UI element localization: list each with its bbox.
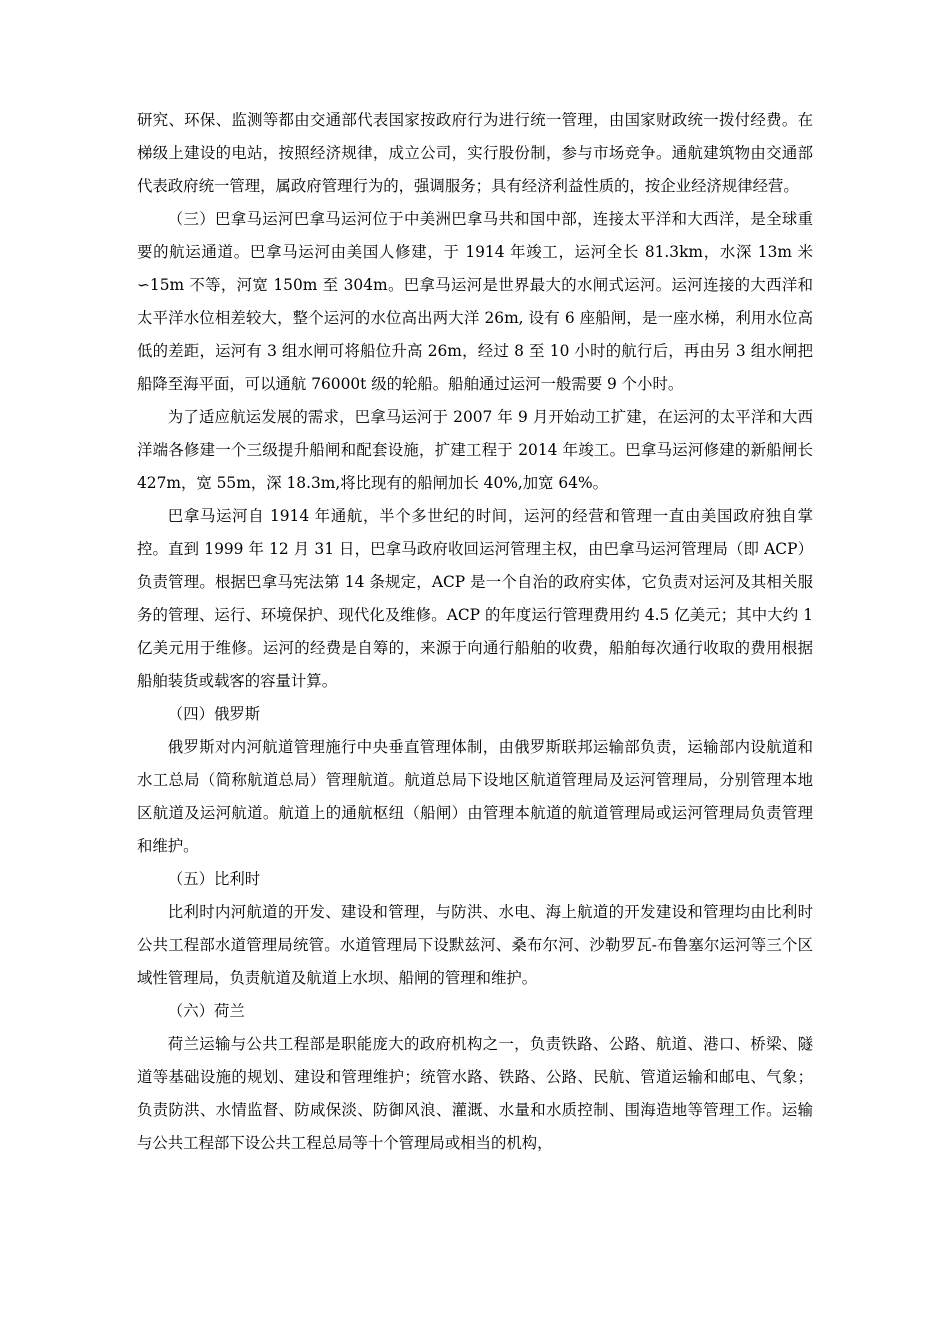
paragraph-panama-canal-intro: （三）巴拿马运河巴拿马运河位于中美洲巴拿马共和国中部，连接太平洋和大西洋，是全球重要的航运通道。巴拿马运河由美国人修建，于 1914 年竣工，运河全长 81.3km，水深 13m 米∽15m 不等，河宽 150m 至 304m。巴拿马运河是世界最大的水闸式运河。运河连接的大西洋和太平洋水位相差较大，整个运河的水位高出两大洋 26m, 设有 6 座船闸，是一座水梯，利用水位高低的差距，运河有 3 组水闸可将船位升高 26m，经过 8 至 10 小时的航行后，再由另 3 组水闸把船降至海平面，可以通航 76000t 级的轮船。船舶通过运河一般需要 9 个小时。 <box>137 210 813 393</box>
paragraph-belgium: 比利时内河航道的开发、建设和管理，与防洪、水电、海上航道的开发建设和管理均由比利时公共工程部水道管理局统管。水道管理局下设默兹河、桑布尔河、沙勒罗瓦-布鲁塞尔运河等三个区域性管理局，负责航道及航道上水坝、船闸的管理和维护。 <box>137 903 813 987</box>
section-heading-netherlands: （六）荷兰 <box>167 1002 245 1020</box>
paragraph-panama-management: 巴拿马运河自 1914 年通航，半个多世纪的时间，运河的经营和管理一直由美国政府独自掌控。直到 1999 年 12 月 31 日，巴拿马政府收回运河管理主权，由巴拿马运河管理局（即 ACP）负责管理。根据巴拿马宪法第 14 条规定，ACP 是一个自治的政府实体，它负责对运河及其相关服务的管理、运行、环境保护、现代化及维修。ACP 的年度运行管理费用约 4.5 亿美元；其中大约 1 亿美元用于维修。运河的经费是自筹的，来源于向通行船舶的收费，船舶每次通行收取的费用根据船舶装货或载客的容量计算。 <box>137 507 813 690</box>
paragraph-panama-expansion: 为了适应航运发展的需求，巴拿马运河于 2007 年 9 月开始动工扩建，在运河的太平洋和大西洋端各修建一个三级提升船闸和配套设施，扩建工程于 2014 年竣工。巴拿马运河修建的新船闸长 427m，宽 55m，深 18.3m,将比现有的船闸加长 40%,加宽 64%。 <box>137 408 813 492</box>
paragraph-netherlands: 荷兰运输与公共工程部是职能庞大的政府机构之一，负责铁路、公路、航道、港口、桥梁、隧道等基础设施的规划、建设和管理维护；统管水路、铁路、公路、民航、管道运输和邮电、气象；负责防洪、水情监督、防咸保淡、防御风浪、灌溉、水量和水质控制、围海造地等管理工作。运输与公共工程部下设公共工程总局等十个管理局或相当的机构， <box>137 1035 813 1152</box>
section-heading-russia: （四）俄罗斯 <box>167 705 261 723</box>
paragraph-russia: 俄罗斯对内河航道管理施行中央垂直管理体制，由俄罗斯联邦运输部负责，运输部内设航道和水工总局（简称航道总局）管理航道。航道总局下设地区航道管理局及运河管理局，分别管理本地区航道及运河航道。航道上的通航枢纽（船闸）由管理本航道的航道管理局或运河管理局负责管理和维护。 <box>137 738 813 855</box>
section-heading-belgium: （五）比利时 <box>167 870 261 888</box>
paragraph-continued: 研究、环保、监测等都由交通部代表国家按政府行为进行统一管理，由国家财政统一拨付经费。在梯级上建设的电站，按照经济规律，成立公司，实行股份制，参与市场竞争。通航建筑物由交通部代表政府统一管理，属政府管理行为的，强调服务；具有经济利益性质的，按企业经济规律经营。 <box>137 111 813 195</box>
document-page <box>137 104 813 1160</box>
